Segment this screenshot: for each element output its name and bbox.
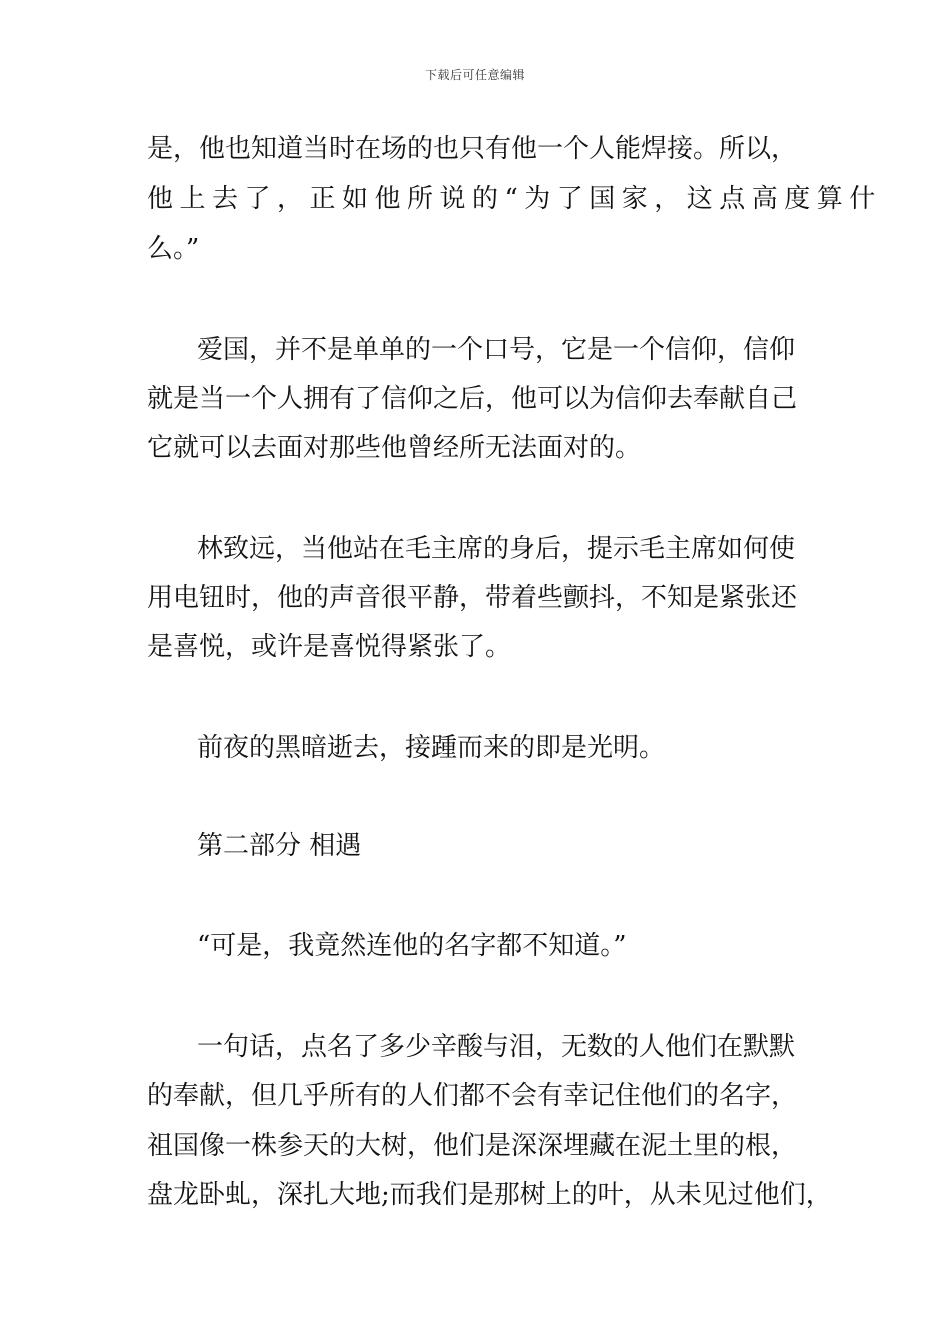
- text-line: 他上去了，正如他所说的“为了国家，这点高度算什: [147, 184, 882, 214]
- text-line: “可是，我竟然连他的名字都不知道。”: [197, 931, 627, 961]
- text-line: 它就可以去面对那些他曾经所无法面对的。: [147, 433, 642, 463]
- section-heading: 第二部分 相遇: [197, 831, 362, 861]
- text-line: 是，他也知道当时在场的也只有他一个人能焊接。所以，: [147, 134, 798, 164]
- text-line: 的奉献，但几乎所有的人们都不会有幸记住他们的名字，: [147, 1081, 798, 1111]
- text-line: 林致远，当他站在毛主席的身后，提示毛主席如何使: [197, 534, 796, 564]
- text-line: 一句话，点名了多少辛酸与泪，无数的人他们在默默: [197, 1032, 796, 1062]
- text-line: 用电钮时，他的声音很平静，带着些颤抖，不知是紧张还: [147, 583, 798, 613]
- text-line: 么。”: [147, 234, 200, 264]
- text-line: 祖国像一株参天的大树，他们是深深埋藏在泥土里的根，: [147, 1131, 798, 1161]
- text-line: 爱国，并不是单单的一个口号，它是一个信仰，信仰: [197, 335, 796, 365]
- text-line: 就是当一个人拥有了信仰之后，他可以为信仰去奉献自己: [147, 384, 798, 414]
- text-line: 盘龙卧虬，深扎大地;而我们是那树上的叶，从未见过他们，: [147, 1180, 832, 1210]
- text-line: 是喜悦，或许是喜悦得紧张了。: [147, 632, 512, 662]
- page-header: 下载后可任意编辑: [424, 68, 525, 82]
- text-line: 前夜的黑暗逝去，接踵而来的即是光明。: [197, 733, 666, 763]
